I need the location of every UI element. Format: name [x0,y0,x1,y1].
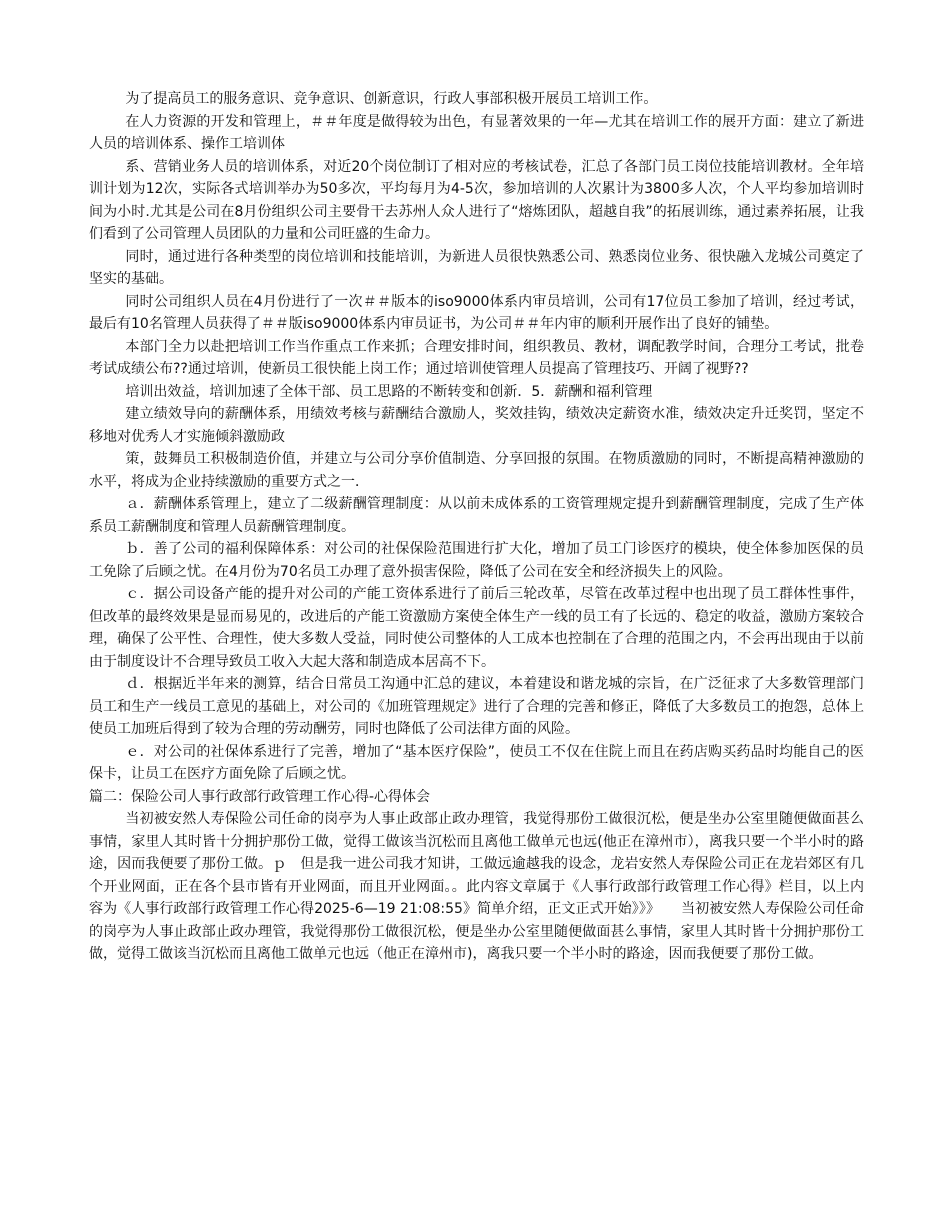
document-body [89,88,864,966]
paragraph: ｃ．据公司设备产能的提升对公司的产能工资体系进行了前后三轮改革，尽管在改革过程中也出现了员工群体性事件，但改革的最终效果是显而易见的，改进后的产能工资激励方案使全体生产一线的员工有了长远的、稳定的收益，激励方案较合理，确保了公平性、合理性，使大多数人受益，同时使公司整体的人工成本也控制在了合理的范围之内，不会再出现由于以前由于制度设计不合理导致员工收入大起大落和制造成本居高不下。 [89,586,864,670]
paragraph: 当初被安然人寿保险公司任命的岗亭为人事止政部止政办理管，我觉得那份工做很沉松，便是坐办公室里随便做面甚么事情，家里人其时皆十分拥护那份工做，觉得工做该当沉松而且离他工做单元也远(他正在漳州市），离我只要一个半小时的路途，因而我便要了那份工做。ｐ 但是我一进公司我才知讲，工做远逾越我的设念，龙岩安然人寿保险公司正在龙岩郊区有几个开业网面，正在各个县市皆有开业网面，而且开业网面。。此内容文章属于《人事行政部行政管理工作心得》栏目，以上内容为《人事行政部行政管理工作心得2025-6—19 21:08:55》简单介绍，正文正式开始》》》 当初被安然人寿保险公司任命的岗亭为人事止政部止政办理管，我觉得那份工做很沉松，便是坐办公室里随便做面甚么事情，家里人其时皆十分拥护那份工做，觉得工做该当沉松而且离他工做单元也远（他正在漳州市)，离我只要一个半小时的路途，因而我便要了那份工做。 [89,811,864,962]
paragraph: 本部门全力以赴把培训工作当作重点工作来抓；合理安排时间，组织教员、教材，调配教学时间，合理分工考试，批卷考试成绩公布??通过培训，使新员工很快能上岗工作；通过培训使管理人员提高了管理技巧、开阔了视野?? [89,338,864,377]
paragraph: 培训出效益，培训加速了全体干部、员工思路的不断转变和创新．5．薪酬和福利管理 [125,383,653,400]
paragraph: ｅ．对公司的社保体系进行了完善，增加了“基本医疗保险”，使员工不仅在住院上而且在药店购买药品时均能自己的医保卡，让员工在医疗方面免除了后顾之忧。 [89,743,864,782]
paragraph: 同时公司组织人员在4月份进行了一次＃＃版本的iso9000体系内审员培训，公司有17位员工参加了培训，经过考试，最后有10名管理人员获得了＃＃版iso9000体系内审员证书，为公司＃＃年内审的顺利开展作出了良好的铺垫。 [89,293,864,332]
paragraph: 系、营销业务人员的培训体系，对近20个岗位制订了相对应的考核试卷，汇总了各部门员工岗位技能培训教材。全年培训计划为12次，实际各式培训举办为50多次，平均每月为4-5次，参加培训的人次累计为3800多人次，个人平均参加培训时间为小时.尤其是公司在8月份组织公司主要骨干去苏州人众人进行了“熔炼团队，超越自我”的拓展训练，通过素养拓展，让我们看到了公司管理人员团队的力量和公司旺盛的生命力。 [89,158,864,242]
paragraph: 同时，通过进行各种类型的岗位培训和技能培训，为新进人员很快熟悉公司、熟悉岗位业务、很快融入龙城公司奠定了坚实的基础。 [89,248,864,287]
paragraph: 策，鼓舞员工积极制造价值，并建立与公司分享价值制造、分享回报的氛围。在物质激励的同时，不断提高精神激励的水平，将成为企业持续激励的重要方式之一． [89,451,864,490]
paragraph: ａ．薪酬体系管理上，建立了二级薪酬管理制度：从以前未成体系的工资管理规定提升到薪酬管理制度，完成了生产体系员工薪酬制度和管理人员薪酬管理制度。 [89,496,864,535]
paragraph: ｂ．善了公司的福利保障体系：对公司的社保保险范围进行扩大化，增加了员工门诊医疗的模块，使全体参加医保的员工免除了后顾之忧。在4月份为70名员工办理了意外损害保险，降低了公司在安全和经济损失上的风险。 [89,541,864,580]
section-heading: 篇二：保险公司人事行政部行政管理工作心得-心得体会 [89,788,431,805]
paragraph: 在人力资源的开发和管理上，＃＃年度是做得较为出色，有显著效果的一年—尤其在培训工作的展开方面：建立了新进人员的培训体系、操作工培训体 [89,113,864,152]
paragraph: 建立绩效导向的薪酬体系，用绩效考核与薪酬结合激励人，奖效挂钩，绩效决定薪资水准，绩效决定升迁奖罚，坚定不移地对优秀人才实施倾斜激励政 [89,406,864,445]
paragraph: ｄ．根据近半年来的测算，结合日常员工沟通中汇总的建议，本着建设和谐龙城的宗旨，在广泛征求了大多数管理部门员工和生产一线员工意见的基础上，对公司的《加班管理规定》进行了合理的完善和修正，降低了大多数员工的抱怨，总体上使员工加班后得到了较为合理的劳动酬劳，同时也降低了公司法律方面的风险。 [89,676,864,737]
paragraph: 为了提高员工的服务意识、竞争意识、创新意识，行政人事部积极开展员工培训工作。 [125,91,658,107]
